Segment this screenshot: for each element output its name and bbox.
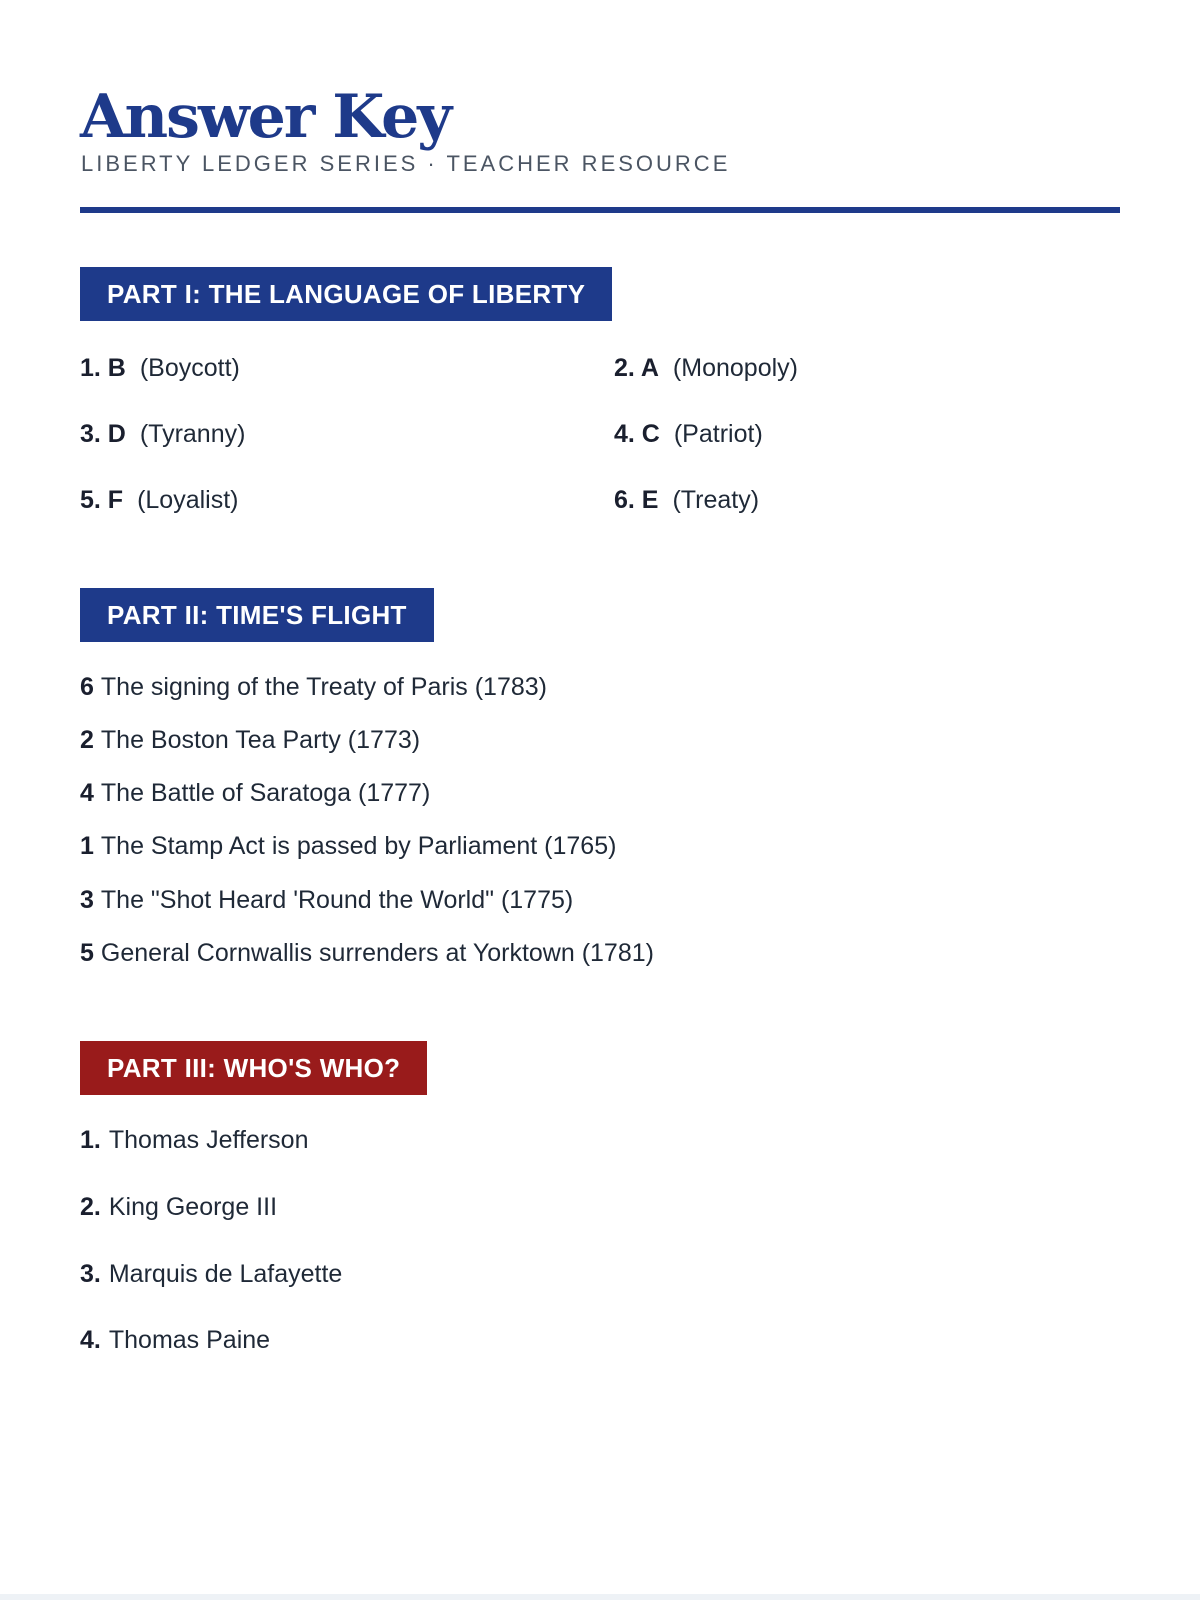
person-name: Thomas Paine xyxy=(108,1326,271,1354)
part-1-answer xyxy=(80,418,245,450)
person-answer xyxy=(80,1324,270,1356)
page-subtitle: LIBERTY LEDGER SERIES · TEACHER RESOURCE xyxy=(81,151,731,176)
person-name: Thomas Jefferson xyxy=(108,1126,309,1154)
person-answer xyxy=(80,1124,309,1156)
part-1-answer xyxy=(80,352,240,384)
answer-term: (Loyalist) xyxy=(137,486,239,514)
person-number: 3. xyxy=(80,1260,101,1288)
answer-number: 1. B xyxy=(80,354,126,382)
part-1-answer xyxy=(614,352,798,384)
person-number: 1. xyxy=(80,1126,101,1154)
timeline-event: The Battle of Saratoga (1777) xyxy=(100,779,431,807)
timeline-item xyxy=(80,830,616,862)
timeline-event: The Stamp Act is passed by Parliament (1765) xyxy=(100,832,617,860)
timeline-event: The Boston Tea Party (1773) xyxy=(100,726,421,754)
part-2-heading: PART II: TIME'S FLIGHT xyxy=(80,588,434,642)
timeline-item xyxy=(80,777,430,809)
timeline-order: 1 xyxy=(80,832,94,860)
timeline-item xyxy=(80,937,654,969)
timeline-event: The "Shot Heard 'Round the World" (1775) xyxy=(100,886,574,914)
part-1-answer xyxy=(614,484,759,516)
part-1-answer xyxy=(614,418,763,450)
answer-number: 2. A xyxy=(614,354,659,382)
answer-number: 3. D xyxy=(80,420,126,448)
answer-term: (Boycott) xyxy=(139,354,240,382)
person-answer xyxy=(80,1258,342,1290)
timeline-order: 6 xyxy=(80,673,94,701)
answer-number: 5. F xyxy=(80,486,124,514)
answer-number: 4. C xyxy=(614,420,660,448)
part-1-answer xyxy=(80,484,239,516)
person-number: 2. xyxy=(80,1193,101,1221)
answer-term: (Treaty) xyxy=(672,486,760,514)
answer-term: (Patriot) xyxy=(673,420,763,448)
timeline-order: 2 xyxy=(80,726,94,754)
person-name: King George III xyxy=(108,1193,278,1221)
person-number: 4. xyxy=(80,1326,101,1354)
timeline-event: General Cornwallis surrenders at Yorktown (1781) xyxy=(100,939,654,967)
timeline-item xyxy=(80,724,420,756)
timeline-order: 4 xyxy=(80,779,94,807)
timeline-item xyxy=(80,884,573,916)
part-3-heading: PART III: WHO'S WHO? xyxy=(80,1041,427,1095)
page-title: Answer Key xyxy=(80,82,451,152)
answer-term: (Tyranny) xyxy=(139,420,246,448)
person-name: Marquis de Lafayette xyxy=(108,1260,343,1288)
timeline-item xyxy=(80,671,547,703)
part-1-heading: PART I: THE LANGUAGE OF LIBERTY xyxy=(80,267,612,321)
timeline-order: 3 xyxy=(80,886,94,914)
answer-number: 6. E xyxy=(614,486,659,514)
answer-term: (Monopoly) xyxy=(672,354,798,382)
header-divider xyxy=(80,207,1120,213)
timeline-order: 5 xyxy=(80,939,94,967)
timeline-event: The signing of the Treaty of Paris (1783) xyxy=(100,673,547,701)
person-answer xyxy=(80,1191,277,1223)
